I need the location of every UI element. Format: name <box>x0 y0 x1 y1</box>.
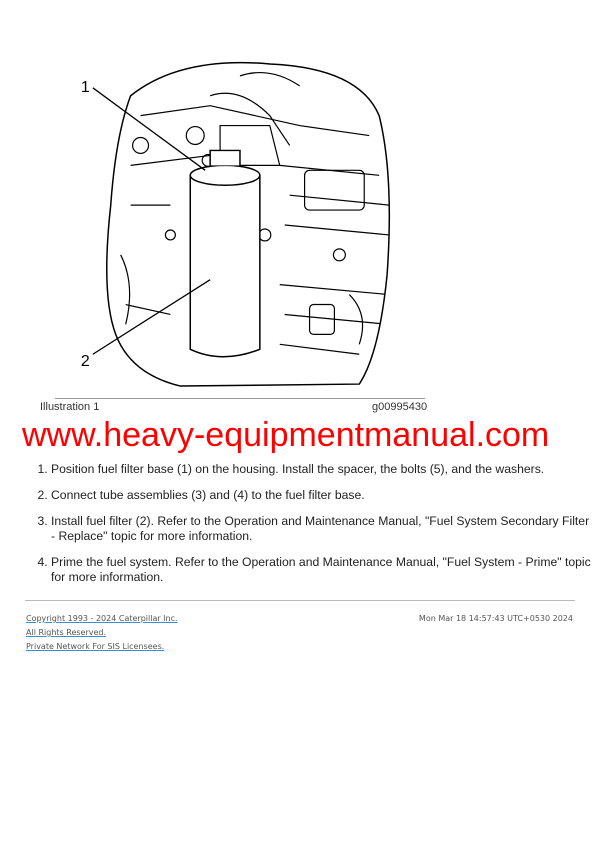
watermark: www.heavy-equipmentmanual.com <box>22 416 550 454</box>
step-item: 1. Position fuel filter base (1) on the housing. Install the spacer, the bolts (5), and the washers. <box>51 462 591 477</box>
rights-link[interactable]: All Rights Reserved. <box>26 628 107 637</box>
illustration-id: g00995430 <box>372 401 428 413</box>
illustration-caption: Illustration 1 <box>40 401 100 413</box>
procedure-steps <box>25 462 591 596</box>
caption-divider <box>55 398 425 399</box>
timestamp: Mon Mar 18 14:57:43 UTC+0530 2024 <box>418 614 573 623</box>
step-item: 4. Prime the fuel system. Refer to the Operation and Maintenance Manual, "Fuel System - Prime" topic for more information. <box>51 555 591 585</box>
copyright-link[interactable]: Copyright 1993 - 2024 Caterpillar Inc. <box>26 614 178 623</box>
step-item: 2. Connect tube assemblies (3) and (4) to the fuel filter base. <box>51 488 591 503</box>
network-link[interactable]: Private Network For SIS Licensees. <box>26 642 165 651</box>
callout-1: 1 <box>80 78 90 96</box>
callout-2: 2 <box>80 353 90 371</box>
step-item: 3. Install fuel filter (2). Refer to the Operation and Maintenance Manual, "Fuel System Secondary Filter - Replace" topic for more information. <box>51 514 591 544</box>
footer-divider <box>25 600 575 601</box>
fuel-filter-illustration <box>70 56 400 394</box>
